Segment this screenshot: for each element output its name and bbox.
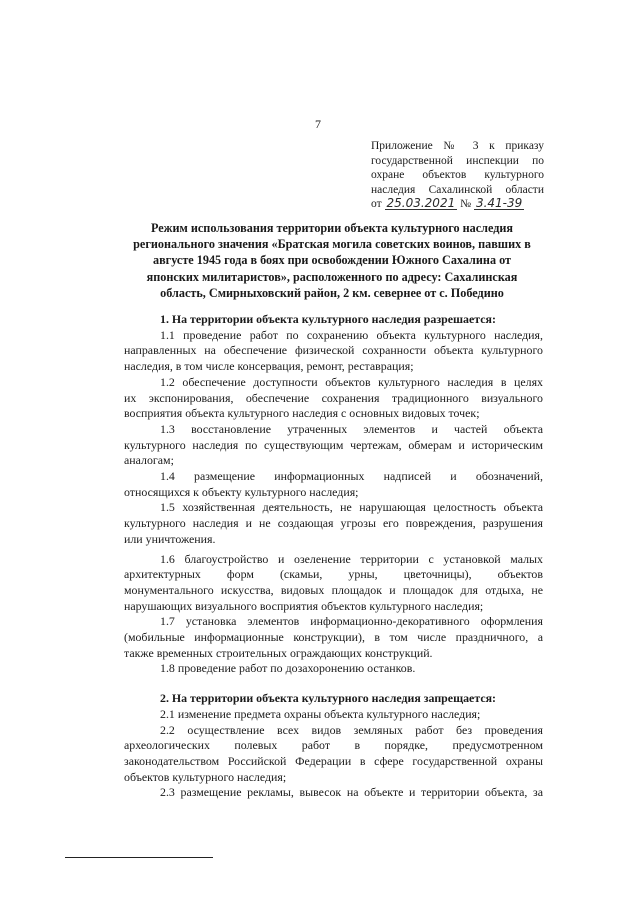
item-1-8: 1.8 проведение работ по дозахоронению останков.: [160, 661, 416, 676]
item-1-6-cont: нарушающих визуального восприятия объектов культурного наследия;: [124, 598, 484, 613]
handwritten-number: 3.41-39: [475, 196, 523, 211]
title-line: японских милитаристов», расположенного по адресу: Сахалинская: [146, 269, 518, 284]
item-2-2-cont: археологических полевых работ в порядке, предусмотренном: [124, 738, 543, 753]
appendix-line: Приложение № 3 к приказу: [371, 140, 544, 152]
item-1-7-cont: (мобильные информационные конструкции), в том числе праздничного, а: [124, 630, 543, 645]
item-1-7: 1.7 установка элементов информационно-декоративного оформления: [160, 614, 543, 629]
item-1-2-cont: восприятия объекта культурного наследия с основных видовых точек;: [124, 406, 480, 421]
item-1-6-cont: архитектурных форм (скамьи, урны, цветочницы), объектов: [124, 567, 543, 582]
item-1-1-cont: наследия, в том числе консервация, ремонт, реставрация;: [124, 359, 414, 374]
item-1-5-cont: культурного наследия и не создающая угрозы его повреждения, разрушения: [124, 516, 543, 531]
appendix-date-line: [371, 197, 544, 212]
item-2-3: 2.3 размещение рекламы, вывесок на объекте и территории объекта, за: [160, 785, 543, 800]
number-prefix: №: [460, 198, 472, 211]
page-number: 7: [315, 117, 321, 131]
item-1-7-cont: также временных строительных ограждающих конструкций.: [124, 645, 433, 660]
item-2-1: 2.1 изменение предмета охраны объекта культурного наследия;: [160, 706, 481, 721]
item-1-1-cont: направленных на обеспечение физической сохранности объекта культурного: [124, 343, 543, 358]
item-1-3-cont: аналогам;: [124, 453, 174, 468]
item-1-2: 1.2 обеспечение доступности объектов культурного наследия в целях: [160, 374, 543, 389]
appendix-line: государственной инспекции по: [371, 154, 544, 167]
item-1-2-cont: их экспонирования, обеспечение сохранения традиционного визуального: [124, 390, 543, 405]
item-1-5: 1.5 хозяйственная деятельность, не нарушающая целостность объекта: [160, 500, 543, 515]
title-line: регионального значения «Братская могила советских воинов, павших в: [133, 237, 531, 252]
section-2-heading: 2. На территории объекта культурного наследия запрещается:: [160, 691, 496, 706]
appendix-block: [371, 139, 544, 212]
item-1-4-cont: относящихся к объекту культурного наследия;: [124, 484, 359, 499]
from-prefix: от: [371, 198, 382, 211]
item-1-1: 1.1 проведение работ по сохранению объекта культурного наследия,: [160, 327, 543, 342]
title-line: Режим использования территории объекта культурного наследия: [150, 221, 514, 235]
appendix-line: охране объектов культурного: [371, 169, 544, 182]
item-1-5-cont: или уничтожения.: [124, 531, 216, 546]
title-line: августе 1945 года в боях при освобождении Южного Сахалина от: [152, 253, 512, 268]
document-body: [124, 312, 543, 801]
document-title: [130, 220, 534, 301]
item-2-2: 2.2 осуществление всех видов земляных работ без проведения: [160, 722, 543, 737]
item-2-2-cont: объектов культурного наследия;: [124, 769, 287, 784]
appendix-line: наследия Сахалинской области: [371, 183, 544, 196]
section-1-heading: 1. На территории объекта культурного наследия разрешается:: [160, 312, 496, 326]
item-1-3: 1.3 восстановление утраченных элементов и частей объекта: [160, 421, 543, 436]
item-1-4: 1.4 размещение информационных надписей и обозначений,: [160, 469, 543, 484]
title-line: область, Смирныховский район, 2 км. севернее от с. Победино: [160, 285, 504, 300]
handwritten-date: 25.03.2021: [386, 196, 456, 211]
footnote-rule: [65, 857, 213, 858]
item-1-6-cont: монументального искусства, видовых площадок и площадок для отдыха, не: [124, 582, 543, 597]
item-1-6: 1.6 благоустройство и озеленение территории с установкой малых: [160, 551, 543, 566]
item-2-2-cont: законодательством Российской Федерации в сфере государственной охраны: [124, 753, 543, 768]
item-1-3-cont: культурного наследия по существующим чертежам, обмерам и историческим: [124, 437, 543, 452]
